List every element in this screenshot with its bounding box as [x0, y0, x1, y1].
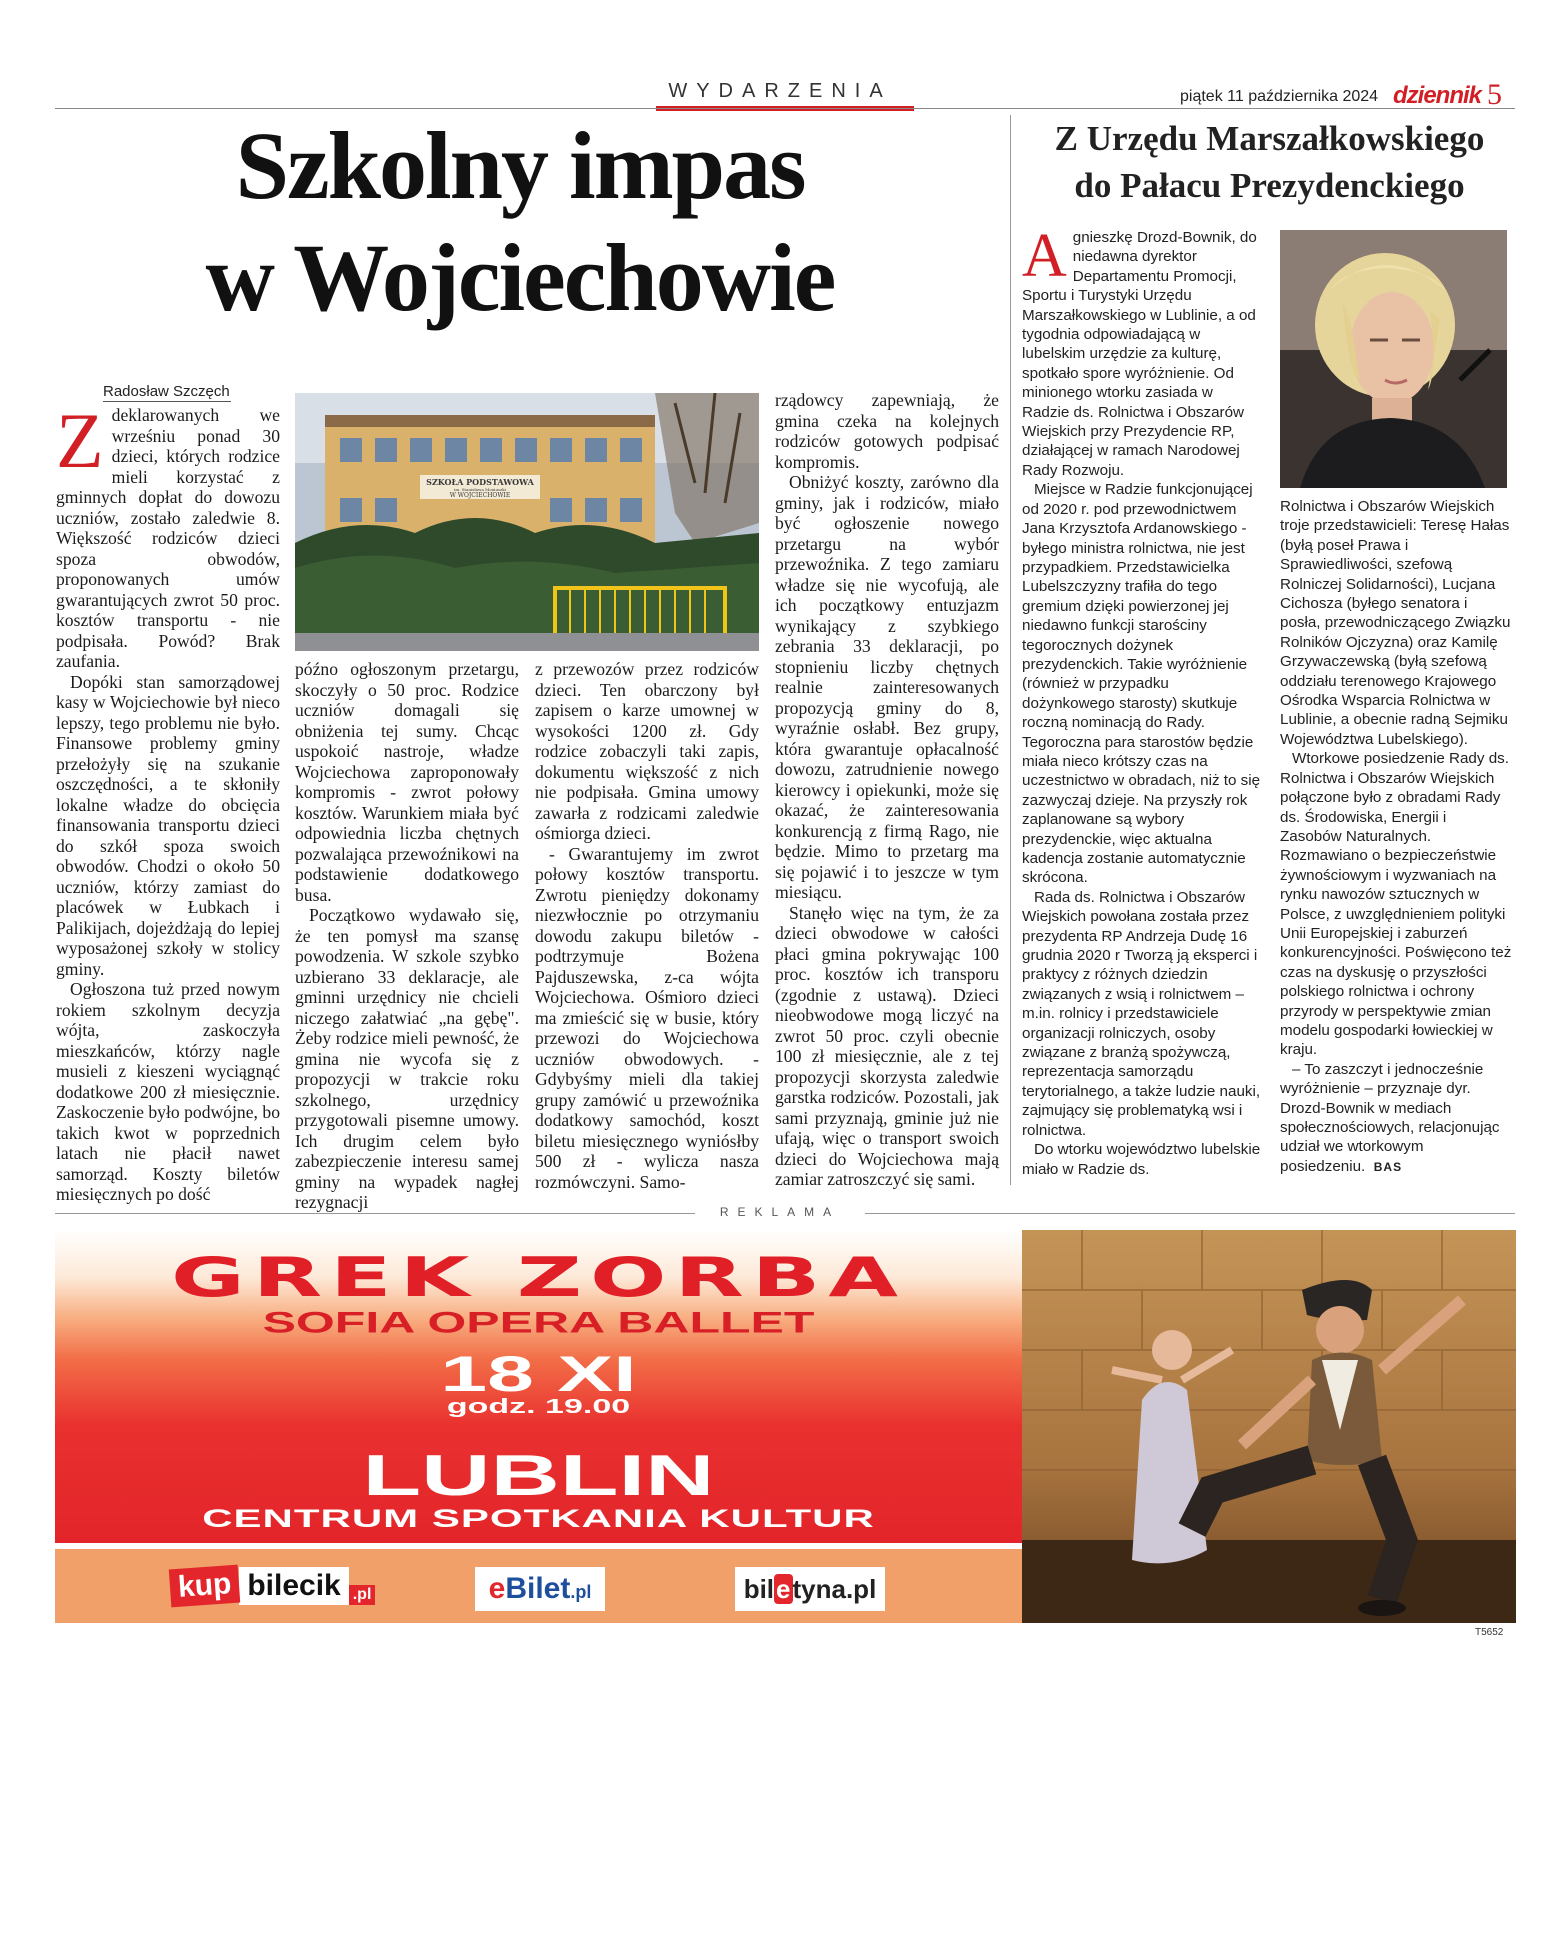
portrait-photo-image [1280, 230, 1507, 488]
brand-logo: dziennik [1393, 82, 1482, 109]
side-paragraph: Miejsce w Radzie funkcjonującej od 2020 r. pod przewodnictwem Jana Krzysztofa Ardanowskiego - byłego ministra rolnictwa, nie jest przypadkiem. Przedstawicielka Lubelszczyzny trafiła do tego gremium dzięki powierzonej jej niedawno funkcji starościny tegorocznych dożynek prezydenckich. Takie wyróżnienie (również w przypadku dożynkowego starosty) skutkuje roczną nominacją do Rady. Tegoroczna para starostów będzie miała nieco krótszy czas na uczestnictwo w obradach, niż to się zazwyczaj dzieje. Na przyszły rok zaplanowane są wybory prezydenckie, więc aktualna kadencja zostanie automatycznie skrócona. [1022, 481, 1261, 887]
article-paragraph: Dopóki stan samorządowej kasy w Wojciechowie był nieco lepszy, tego problemu nie było. Finansowe problemy gminy przełożyły się na szukanie oszczędności, a te skłoniły lokalne władze do obcięcia finansowania transportu dzieci do szkół spoza swoich obwodów. Chodzi o około 50 uczniów, którzy zamiast do placówek w Łubkach i Palikijach, dojeżdżają do lepiej wyposażonej szkoły w stolicy gminy. [56, 671, 280, 979]
advertisement [55, 1230, 1516, 1623]
biletyna-logo-e: e [776, 1574, 791, 1604]
school-sign-line-3: W WOJCIECHOWIE [449, 492, 511, 499]
ad-subtitle: SOFIA OPERA BALLET [262, 1305, 815, 1340]
ad-venue: CENTRUM SPOTKANIA KULTUR [202, 1504, 875, 1533]
ad-date: 18 XI [440, 1345, 637, 1402]
article-paragraph: Stanęło więc na tym, że za dzieci obwodowe w całości płaci gmina pokrywając 100 proc. kosztów ich transporu (zgodnie z ustawą). Dzieci nieobwodowe mogą liczyć na zwrot 50 proc. czyli obecnie 100 zł miesięcznie, ale z tej propozycji skorzysta zaledwie garstka rodziców. Pozostali, jak sami przyznają, gminie już nie ufają, więc o transport swoich dzieci do Wojciechowa mają zamiar zatroszczyć się sami. [775, 902, 999, 1189]
headline-line-1: Szkolny impas [235, 112, 805, 219]
side-paragraph: Rolnictwa i Obszarów Wiejskich troje przedstawicieli: Teresę Hałas (byłą poseł Prawa i Sprawiedliwości, szefową Rolniczej Solidarności), Lucjana Cichosza (byłego senatora i posła, przewodniczącego Związku Rolników Ojczyzna) oraz Kamilę Grzywaczewską (byłą szefową oddziału terenowego Krajowego Ośrodka Wsparcia Rolnictwa w Lublinie, a obecnie radną Sejmiku Województwa Lubelskiego). [1280, 498, 1511, 748]
article-paragraph: z przewozów przez rodziców dzieci. Ten obarczony był zapisem o karze umownej w wysokości 1200 zł. Gdy rodzice zobaczyli taki zapis, dokumentu większość z nich nie podpisała. Gmina umowy zawarła z rodzicami zaledwie ośmiorga dzieci. [535, 659, 759, 843]
article-paragraph: - Gwarantujemy im zwrot połowy kosztów transportu. Zwrotu pieniędzy dokonamy niezwłocznie po otrzymaniu dowodu zakupu biletów - podtrzymuje Bożena Pajduszewska, z-ca wójta Wojciechowa. Ośmioro dzieci ma zmieścić się w busie, który przewozi do Wojciechowa uczniów obwodowych. - Gdybyśmy mieli dla takiej grupy zamówić u przewoźnika dodatkowy samochód, koszt biletu miesięcznego wyniósłby 500 zł - wylicza nasza rozmówczyni. Samo- [535, 843, 759, 1192]
side-paragraph: – To zaszczyt i jednocześnie wyróżnienie – przyznaje dyr. Drozd-Bownik w mediach społecznościowych, relacjonując udział we wtorkowym posiedzeniu. BAS [1280, 1060, 1500, 1175]
article-paragraph: Ogłoszona tuż przed nowym rokiem szkolnym decyzja wójta, zaskoczyła mieszkańców, którzy nagle musieli z kieszeni wyciągnąć dodatkowe 200 zł miesięcznie. Zaskoczenie było podwójne, bo takich kwot w poprzednich latach nie płacił nawet samorząd. Koszty biletów miesięcznych po dość [56, 979, 280, 1204]
side-dropcap: A [1022, 222, 1067, 290]
biletyna-logo-tyna: tyna.pl [792, 1574, 877, 1604]
article-column-1 [56, 397, 280, 1205]
author-signature: BAS [1373, 1159, 1403, 1174]
side-headline [1022, 115, 1517, 209]
ballet-photo [1022, 1230, 1516, 1623]
article-paragraph: Początkowo wydawało się, że ten pomysł ma szansę powodzenia. W szkole szybko uzbierano 33 deklaracje, ale gminni urzędnicy nie chcieli niczego załatwiać „na gębę". Żeby rodzice mieli pewność, że gmina nie wycofa się z propozycji w trakcie roku szkolnego, urzędnicy przygotowali pisemne umowy. Ich drugim celem było zabezpieczenie interesu samej gminy na wypadek nagłej rezygnacji [295, 905, 519, 1212]
portrait-photo [1280, 230, 1507, 488]
byline: Radosław Szczęch [103, 383, 230, 400]
ebilet-logo-pl: .pl [570, 1582, 592, 1602]
article-column-3 [535, 659, 759, 1192]
ad-code: T5652 [1475, 1627, 1504, 1638]
ebilet-logo-e: e [488, 1572, 506, 1605]
ad-title: GREK ZORBA [170, 1246, 907, 1310]
side-paragraph: Wtorkowe posiedzenie Rady ds. Rolnictwa i Obszarów Wiejskich połączone było z obradami Rady ds. Środowiska, Energii i Zasobów Naturalnych. Rozmawiano o bezpieczeństwie żywnościowym i wyzwaniach na rynku nawozów sztucznych w Polsce, z uwzględnieniem polityki Unii Europejskiej i zaburzeń konkurencyjności. Poświęcono też czas na dyskusję o przyszłości polskiego rolnictwa i ochrony przyrody w perspektywie zmian modelu gospodarki łowieckiej w kraju. [1280, 750, 1512, 1059]
article-paragraph: późno ogłoszonym przetargu, skoczyły o 50 proc. Rodzice uczniów domagali się obniżenia tej sumy. Chcąc uspokoić nastroje, władze Wojciechowa zaproponowały kompromis - zwrot połowy kosztów. Warunkiem miała być odpowiednia liczba chętnych pozwalająca przewoźnikowi na podstawienie dodatkowego busa. [295, 659, 519, 905]
school-photo-image [295, 393, 759, 651]
side-paragraph: Do wtorku województwo lubelskie miało w Radzie ds. [1022, 1141, 1261, 1178]
side-paragraph: Agnieszkę Drozd-Bownik, do niedawna dyrektor Departamentu Promocji, Sportu i Turystyki Urzędu Marszałkowskiego w Lublinie, a od tygodnia odpowiadającą w lubelskim urzędzie za kulturę, spotkało spore wyróżnienie. Od minionego wtorku zasiada w Radzie ds. Rolnictwa i Obszarów Wiejskich przy Prezydencie RP, działającej w ramach Narodowej Rady Rozwoju. [1022, 222, 1257, 479]
kupbilecik-logo-bilecik: bilecik [239, 1567, 348, 1605]
side-headline-line-2: do Pałacu Prezydenckiego [1074, 166, 1465, 205]
biletyna-logo-bil: bil [743, 1574, 775, 1604]
ad-separator-left [55, 1213, 695, 1214]
article-column-2 [295, 659, 519, 1213]
biletyna-logo[interactable] [735, 1567, 885, 1611]
ad-time: godz. 19.00 [446, 1395, 631, 1418]
ad-separator-right [865, 1213, 1515, 1214]
side-paragraph: Rada ds. Rolnictwa i Obszarów Wiejskich powołana została przez prezydenta RP Andrzeja Dudę 16 grudnia 2020 r Tworzą ją eksperci i praktycy z różnych dziedzin związanych z wsią i rolnictwem – m.in. rolnicy i przedstawiciele organizacji rolniczych, osoby związane z branżą spożywczą, reprezentacja samorządu terytorialnego, a także ludzie nauki, zajmujący się problematyką wsi i rolnictwa. [1022, 888, 1261, 1139]
column-divider [1010, 115, 1011, 1185]
ballet-photo-image [1022, 1230, 1516, 1623]
school-sign-line-2: im. Stanisława Moniuszki [454, 487, 506, 492]
article-paragraph: Obniżyć koszty, zarówno dla gminy, jak i rodziców, miało być ogłoszenie nowego przetargu na wybór przewoźnika. Z tego zamiaru władze się nie wycofują, ale ich początkowy entuzjazm wynikający z szybkiego zebrania 33 deklaracji, po stopnieniu liczby chętnych realnie zainteresowanych propozycją gminy do 8, wyraźnie osłabł. Bez grupy, która gwarantuje opłacalność dowozu, zatrudnienie nowego kierowcy i opiekunki, może się okazać, że zainteresowania konkurencją z firmą Rago, nie będzie. Mimo to przetarg ma się pojawić i to jeszcze w tym miesiącu. [775, 472, 999, 902]
side-column-1 [1022, 222, 1264, 1179]
dropcap: Z [56, 397, 104, 484]
ad-city: LUBLIN [362, 1443, 715, 1508]
ebilet-logo-bilet: Bilet [505, 1572, 571, 1605]
article-column-4 [775, 390, 999, 1190]
article-paragraph: rządowcy zapewniają, że gmina czeka na kolejnych rodziców gotowych podpisać kompromis. [775, 390, 999, 472]
issue-date: piątek 11 października 2024 [1180, 88, 1379, 105]
kupbilecik-logo-kup: kup [169, 1565, 241, 1608]
article-paragraph: Zdeklarowanych we wrześniu ponad 30 dzieci, których rodzice mieli korzystać z gminnych dopłat do dowozu uczniów, zostało zaledwie 8. Większość rodziców dzieci spoza obwodów, proponowanych umów gwarantujących zwrot 50 proc. kosztów transportu - nie podpisała. Powód? Brak zaufania. [56, 397, 280, 671]
school-photo [295, 393, 759, 651]
ad-label: REKLAMA [719, 1205, 841, 1219]
school-sign-line-1: SZKOŁA PODSTAWOWA [426, 477, 534, 487]
ebilet-logo[interactable] [475, 1567, 605, 1611]
kupbilecik-logo[interactable] [170, 1567, 390, 1611]
section-label: WYDARZENIA [668, 80, 892, 102]
kupbilecik-logo-pl: .pl [349, 1585, 376, 1605]
header-rule [55, 108, 1515, 109]
ad-poster [55, 1230, 1022, 1623]
page-number: 5 [1487, 78, 1502, 111]
side-headline-line-1: Z Urzędu Marszałkowskiego [1054, 119, 1485, 158]
ticket-logos-bar [55, 1543, 1022, 1623]
article-headline [60, 110, 980, 334]
headline-line-2: w Wojciechowie [205, 224, 835, 331]
side-column-2 [1280, 497, 1512, 1177]
